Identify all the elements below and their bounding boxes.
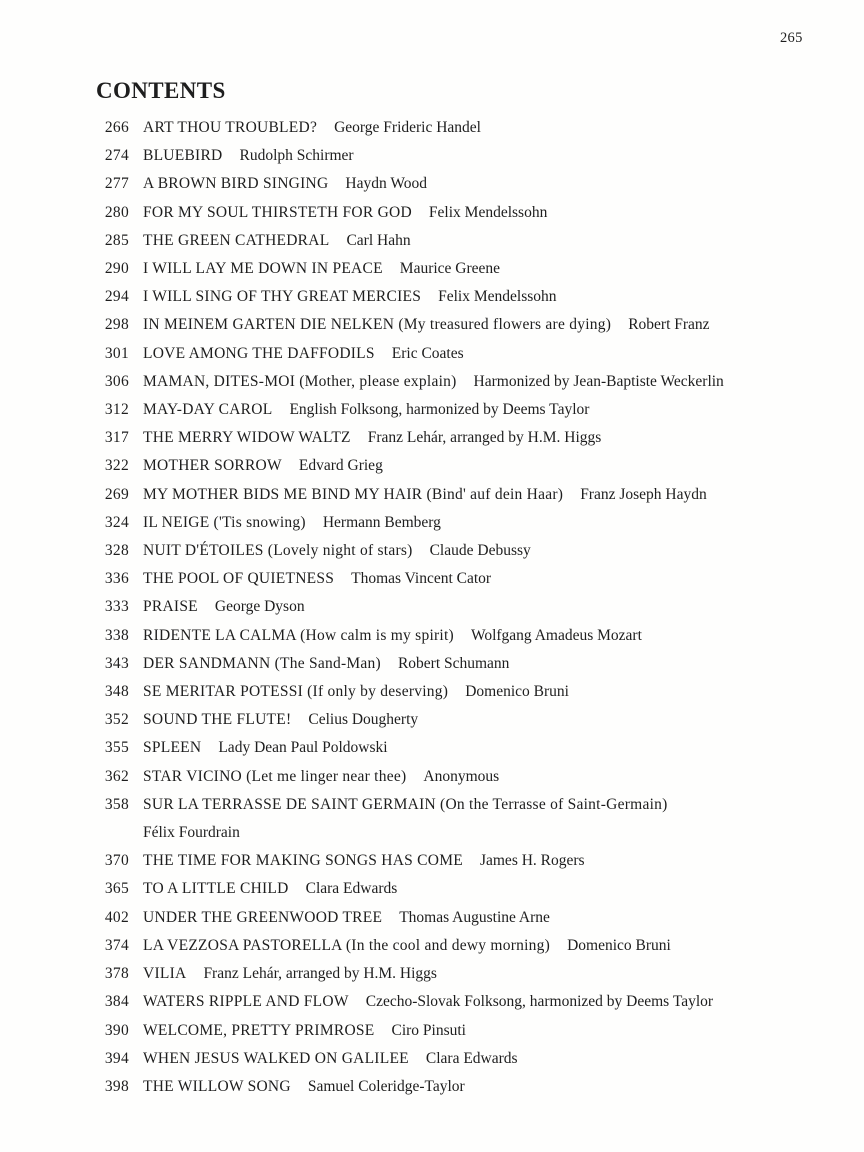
entry-title: ART THOU TROUBLED?	[143, 119, 318, 136]
entry-title: MOTHER SORROW	[143, 457, 282, 475]
entry-title: WATERS RIPPLE AND FLOW	[143, 993, 349, 1011]
entry-body	[143, 452, 837, 480]
entry-title: TO A LITTLE CHILD	[143, 880, 289, 898]
entry-title: IN MEINEM GARTEN DIE NELKEN (My treasured flowers are dying)	[143, 316, 612, 334]
entry-composer: Clara Edwards	[305, 880, 398, 898]
entry-title: DER SANDMANN (The Sand-Man)	[143, 654, 381, 672]
entry-composer: Anonymous	[423, 767, 500, 785]
toc-row	[97, 1045, 837, 1073]
toc-row	[97, 875, 837, 903]
entry-page-number: 398	[104, 1077, 129, 1095]
toc-row	[97, 368, 837, 396]
entry-body	[143, 622, 837, 650]
entry-body	[143, 875, 837, 903]
toc-row	[97, 255, 837, 283]
entry-title: SPLEEN	[143, 739, 202, 757]
entry-title: I WILL LAY ME DOWN IN PEACE	[143, 260, 383, 278]
entry-page-number: 394	[104, 1049, 129, 1067]
entry-composer: Claude Debussy	[429, 542, 531, 560]
entry-body	[143, 340, 837, 368]
entry-composer: James H. Rogers	[479, 852, 585, 870]
entry-body	[143, 142, 837, 170]
entry-composer: Ciro Pinsuti	[391, 1021, 466, 1039]
entry-composer: Haydn Wood	[345, 175, 427, 193]
entry-title: A BROWN BIRD SINGING	[143, 175, 329, 193]
toc-row	[97, 960, 837, 988]
entry-body	[143, 904, 837, 932]
entry-title: VILIA	[143, 965, 187, 983]
entry-title: RIDENTE LA CALMA (How calm is my spirit)	[143, 626, 454, 644]
entry-title: SE MERITAR POTESSI (If only by deserving)	[143, 683, 449, 701]
entry-body	[143, 424, 837, 452]
entry-body	[143, 678, 837, 706]
entry-page-number: 358	[104, 795, 129, 813]
toc-row	[97, 142, 837, 170]
entry-composer: Franz Joseph Haydn	[580, 485, 707, 503]
toc-row	[97, 283, 837, 311]
page-number: 265	[780, 30, 803, 46]
toc-row	[97, 650, 837, 678]
entry-body	[143, 593, 837, 621]
toc-row	[97, 565, 837, 593]
toc-row	[97, 1073, 837, 1101]
entry-page-number: 362	[104, 767, 129, 785]
entry-body	[143, 368, 837, 396]
entry-page-number: 338	[104, 626, 129, 644]
entry-body	[143, 932, 837, 960]
entry-page-number: 328	[104, 542, 129, 560]
entry-body	[143, 537, 837, 565]
toc-row	[97, 114, 837, 142]
entry-page-number: 266	[104, 119, 129, 136]
entry-body	[143, 791, 837, 847]
entry-title: BLUEBIRD	[143, 147, 223, 165]
entry-body	[143, 199, 837, 227]
entry-composer: George Frideric Handel	[334, 119, 481, 136]
entry-title: THE POOL OF QUIETNESS	[143, 570, 335, 588]
entry-composer: Rudolph Schirmer	[239, 147, 354, 165]
entry-page-number: 402	[104, 908, 129, 926]
entry-page-number: 343	[104, 654, 129, 672]
entry-title: NUIT D'ÉTOILES (Lovely night of stars)	[143, 542, 413, 560]
entry-title: STAR VICINO (Let me linger near thee)	[143, 767, 407, 785]
entry-title: I WILL SING OF THY GREAT MERCIES	[143, 288, 422, 306]
entry-body	[143, 227, 837, 255]
entry-page-number: 322	[104, 457, 129, 475]
entry-composer: Wolfgang Amadeus Mozart	[470, 626, 642, 644]
entry-composer: Eric Coates	[391, 344, 464, 362]
entry-title: PRAISE	[143, 598, 198, 616]
toc-row	[97, 932, 837, 960]
entry-body	[143, 565, 837, 593]
toc-row	[97, 847, 837, 875]
entry-composer: Franz Lehár, arranged by H.M. Higgs	[203, 965, 437, 983]
entry-composer: Samuel Coleridge-Taylor	[307, 1077, 465, 1095]
entry-page-number: 336	[104, 570, 129, 588]
contents-heading: CONTENTS	[96, 78, 226, 103]
entry-title: THE WILLOW SONG	[143, 1077, 291, 1095]
entry-body	[143, 509, 837, 537]
entry-page-number: 333	[104, 598, 129, 616]
entry-title: THE GREEN CATHEDRAL	[143, 231, 330, 249]
entry-title: MAY-DAY CAROL	[143, 401, 273, 419]
toc-row	[97, 396, 837, 424]
toc-row	[97, 340, 837, 368]
entry-page-number: 317	[104, 429, 129, 447]
toc-row	[97, 706, 837, 734]
entry-page-number: 352	[104, 711, 129, 729]
entry-page-number: 384	[104, 993, 129, 1011]
entry-page-number: 269	[104, 485, 129, 503]
entry-page-number: 294	[104, 288, 129, 306]
entry-composer: Maurice Greene	[399, 260, 501, 278]
entry-body	[143, 311, 837, 339]
toc-row	[97, 424, 837, 452]
entry-composer: Hermann Bemberg	[322, 513, 441, 531]
toc-row	[97, 311, 837, 339]
entry-page-number: 298	[104, 316, 129, 334]
toc-list	[97, 114, 837, 1101]
entry-composer: Félix Fourdrain	[143, 824, 240, 842]
entry-composer: Celius Dougherty	[308, 711, 419, 729]
entry-body	[143, 481, 837, 509]
entry-page-number: 374	[104, 936, 129, 954]
entry-body	[143, 988, 837, 1016]
entry-composer: George Dyson	[214, 598, 305, 616]
entry-title: IL NEIGE ('Tis snowing)	[143, 513, 306, 531]
entry-page-number: 277	[104, 175, 129, 193]
entry-page-number: 355	[104, 739, 129, 757]
entry-body	[143, 1017, 837, 1045]
entry-composer: Lady Dean Paul Poldowski	[218, 739, 388, 757]
entry-title: MY MOTHER BIDS ME BIND MY HAIR (Bind' auf dein Haar)	[143, 485, 564, 503]
toc-row	[97, 904, 837, 932]
toc-row	[97, 988, 837, 1016]
toc-row	[97, 763, 837, 791]
toc-row	[97, 622, 837, 650]
entry-composer: Edvard Grieg	[298, 457, 383, 475]
toc-row	[97, 734, 837, 762]
entry-title: LA VEZZOSA PASTORELLA (In the cool and dewy morning)	[143, 936, 551, 954]
entry-body	[143, 763, 837, 791]
entry-title: WHEN JESUS WALKED ON GALILEE	[143, 1049, 409, 1067]
entry-composer: Carl Hahn	[346, 231, 411, 249]
toc-row	[97, 593, 837, 621]
toc-row	[97, 199, 837, 227]
entry-body	[143, 255, 837, 283]
toc-row	[97, 791, 837, 847]
entry-page-number: 324	[104, 513, 129, 531]
entry-body	[143, 847, 837, 875]
entry-body	[143, 114, 837, 142]
entry-body	[143, 706, 837, 734]
entry-body	[143, 283, 837, 311]
entry-composer: Domenico Bruni	[567, 936, 671, 954]
entry-body	[143, 1073, 837, 1101]
entry-composer: Felix Mendelssohn	[428, 203, 548, 221]
entry-composer: Domenico Bruni	[465, 683, 569, 701]
toc-row	[97, 227, 837, 255]
entry-composer: Felix Mendelssohn	[438, 288, 557, 306]
toc-row	[97, 452, 837, 480]
toc-row	[97, 509, 837, 537]
entry-body	[143, 170, 837, 198]
entry-page-number: 290	[104, 260, 129, 278]
entry-title: UNDER THE GREENWOOD TREE	[143, 908, 383, 926]
entry-page-number: 306	[104, 372, 129, 390]
entry-composer: Franz Lehár, arranged by H.M. Higgs	[367, 429, 602, 447]
entry-page-number: 274	[104, 147, 129, 165]
entry-composer: Thomas Vincent Cator	[351, 570, 492, 588]
entry-composer: English Folksong, harmonized by Deems Taylor	[289, 401, 590, 419]
entry-composer: Thomas Augustine Arne	[399, 908, 550, 926]
entry-page-number: 378	[104, 965, 129, 983]
entry-composer: Clara Edwards	[425, 1049, 518, 1067]
entry-composer: Harmonized by Jean-Baptiste Weckerlin	[473, 372, 724, 390]
entry-title: SOUND THE FLUTE!	[143, 711, 292, 729]
entry-body	[143, 1045, 837, 1073]
toc-row	[97, 678, 837, 706]
entry-page-number: 301	[104, 344, 129, 362]
toc-row	[97, 170, 837, 198]
entry-title: SUR LA TERRASSE DE SAINT GERMAIN (On the Terrasse of Saint-Germain)	[143, 795, 668, 813]
toc-row	[97, 481, 837, 509]
entry-page-number: 390	[104, 1021, 129, 1039]
entry-title: THE TIME FOR MAKING SONGS HAS COME	[143, 852, 463, 870]
entry-page-number: 348	[104, 683, 129, 701]
entry-page-number: 312	[104, 401, 129, 419]
entry-composer: Robert Franz	[628, 316, 710, 334]
entry-composer: Robert Schumann	[397, 654, 510, 672]
entry-body	[143, 960, 837, 988]
entry-title: THE MERRY WIDOW WALTZ	[143, 429, 351, 447]
toc-row	[97, 537, 837, 565]
entry-body	[143, 650, 837, 678]
toc-row	[97, 1017, 837, 1045]
entry-body	[143, 396, 837, 424]
entry-composer: Czecho-Slovak Folksong, harmonized by Deems Taylor	[365, 993, 714, 1011]
entry-title: LOVE AMONG THE DAFFODILS	[143, 344, 375, 362]
entry-title: FOR MY SOUL THIRSTETH FOR GOD	[143, 203, 412, 221]
entry-page-number: 280	[104, 203, 129, 221]
entry-page-number: 365	[104, 880, 129, 898]
entry-page-number: 285	[104, 231, 129, 249]
entry-body	[143, 734, 837, 762]
entry-page-number: 370	[104, 852, 129, 870]
entry-title: MAMAN, DITES-MOI (Mother, please explain)	[143, 372, 457, 390]
entry-title: WELCOME, PRETTY PRIMROSE	[143, 1021, 375, 1039]
